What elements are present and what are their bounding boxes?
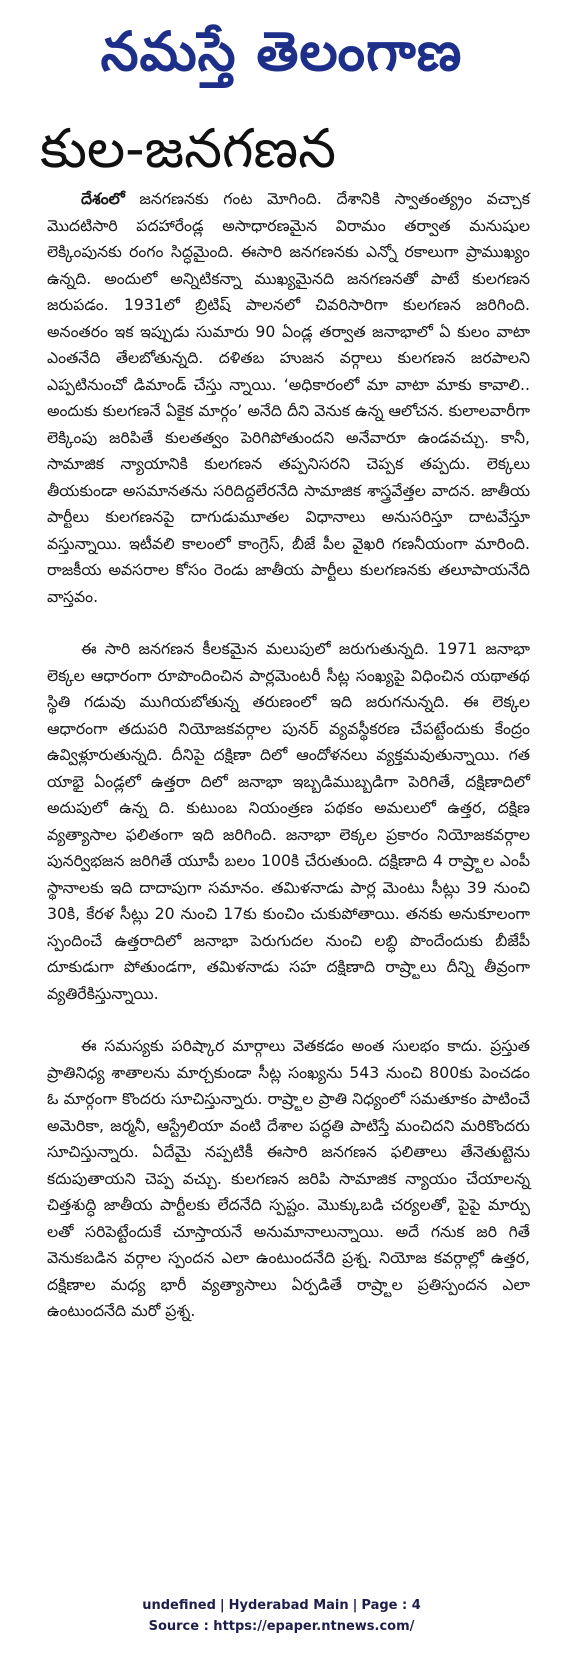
article-paragraph-2: ఈ సారి జనగణన కీలకమైన మలుపులో జరుగుతున్నది. 1971 జనాభా లెక్కల ఆధారంగా రూపొందించిన పార్లమెంటరీ సీట్ల సంఖ్యపై విధించిన యథాతథ స్థితి గడువు ముగియబోతున్న తరుణంలో ఇది జరుగనున్నది. ఈ లెక్కల ఆధారంగా తదుపరి నియోజకవర్గాల పునర్ వ్యవస్థీకరణ చేపట్టేందుకు కేంద్రం ఉవ్విళ్లూరుతున్నది. దీనిపై దక్షిణా దిలో ఆందోళనలు వ్యక్తమవుతున్నాయి. గత యాభై ఏండ్లలో ఉత్తరా దిలో జనాభా ఇబ్బడిముబ్బడిగా పెరిగితే, దక్షిణాదిలో అదుపులో ఉన్న ది. కుటుంబ నియంత్రణ పథకం అమలులో ఉత్తర, దక్షిణ వ్యత్యాసాల ఫలితంగా ఇది జరిగింది. జనాభా లెక్కల ప్రకారం నియోజకవర్గాల పునర్విభజన జరిగితే యూపీ బలం 100కి చేరుతుంది. దక్షిణాది 4 రాష్ర్టాల ఎంపీ స్థానాలకు ఇది దాదాపుగా సమానం. తమిళనాడు పార్ల మెంటు సీట్లు 39 నుంచి 30కి, కేరళ సీట్లు 20 నుంచి 17కు కుంచిం చుకుపోతాయి. తనకు అనుకూలంగా స్పందించే ఉత్తరాదిలో జనాభా పెరుగుదల నుంచి లబ్ధి పొందేందుకు బీజేపీ దూకుడుగా పోతుండగా, తమిళనాడు సహ దక్షిణాది రాష్ర్టాలు దీన్ని తీవ్రంగా వ్యతిరేకిస్తున్నాయి.: [47, 639, 530, 1003]
article-lead-word: దేశంలో: [81, 189, 125, 208]
source-link[interactable]: Source : https://epaper.ntnews.com/: [148, 1619, 415, 1634]
newspaper-masthead-logo: నమస్తే తెలంగాణ: [100, 20, 463, 83]
article-body: [47, 186, 530, 1325]
edition-line: undefined | Hyderabad Main | Page : 4: [142, 1598, 421, 1613]
edition-id: undefined: [142, 1598, 216, 1613]
page-footer: [0, 1595, 563, 1637]
article-headline: కుల-జనగణన: [40, 117, 337, 180]
page-number: Page : 4: [361, 1598, 421, 1613]
edition-name: Hyderabad Main: [228, 1598, 349, 1613]
article-paragraph-1-text: జనగణనకు గంట మోగింది. దేశానికి స్వాతంత్య్రం వచ్చాక మొదటిసారి పదహారేండ్ల అసాధారణమైన విరామం తర్వాత మనుషుల లెక్కింపునకు రంగం సిద్ధమైంది. ఈసారి జనగణనకు ఎన్నో రకాలుగా ప్రాముఖ్యం ఉన్నది. అందులో అన్నిటికన్నా ముఖ్యమైనది జనగణనతో పాటే కులగణన జరుపడం. 1931లో బ్రిటిష్ పాలనలో చివరిసారిగా కులగణన జరిగింది. అనంతరం ఇక ఇప్పుడు సుమారు 90 ఏండ్ల తర్వాత జనాభాలో ఏ కులం వాటా ఎంతనేది తేలబోతున్నది. దళితబ హుజన వర్గాలు కులగణన జరపాలని ఎప్పటినుంచో డిమాండ్ చేస్తు న్నాయి. ‘అధికారంలో మా వాటా మాకు కావాలి.. అందుకు కులగణనే ఏకైక మార్గం’ అనేది దీని వెనుక ఉన్న ఆలోచన. కులాలవారీగా లెక్కింపు జరిపితే కులతత్వం పెరిగిపోతుందని అనేవారూ ఉండవచ్చు. కానీ, సామాజిక న్యాయానికి కులగణన తప్పనిసరని చెప్పక తప్పదు. లెక్కలు తీయకుండా అసమానతను సరిదిద్దలేరనేది సామాజిక శాస్త్రవేత్తల వాదన. జాతీయ పార్టీలు కులగణనపై దాగుడుమూతల విధానాలు అనుసరిస్తూ దాటవేస్తూ వస్తున్నాయి. ఇటీవలి కాలంలో కాంగ్రెస్, బీజే పీల వైఖరి గణనీయంగా మారింది. రాజకీయ అవసరాల కోసం రెండు జాతీయ పార్టీలు కులగణనకు తలూపాయనేది వాస్తవం.: [47, 189, 530, 606]
article-paragraph-1: [47, 186, 530, 610]
article-paragraph-3: ఈ సమస్యకు పరిష్కార మార్గాలు వెతకడం అంత సులభం కాదు. ప్రస్తుత ప్రాతినిధ్య శాతాలను మార్చకుండా సీట్ల సంఖ్యను 543 నుంచి 800కు పెంచడం ఓ మార్గంగా కొందరు సూచిస్తున్నారు. రాష్ర్టాల ప్రాతి నిధ్యంలో సమతూకం పాటించే అమెరికా, జర్మనీ, ఆస్ట్రేలియా వంటి దేశాల పద్ధతి పాటిస్తే మంచిదని మరికొందరు సూచిస్తున్నారు. ఏదేమై నప్పటికీ ఈసారి జనగణన ఫలితాలు తేనెతుట్టెను కదుపుతాయని చెప్ప వచ్చు. కులగణన జరిపి సామాజిక న్యాయం చేయాలన్న చిత్తశుద్ధి జాతీయ పార్టీలకు లేదనేది స్పష్టం. మొక్కుబడి చర్యలతో, పైపై మార్పు లతో సరిపెట్టేందుకే చూస్తాయనే అనుమానాలున్నాయి. అదే గనుక జరి గితే వెనుకబడిన వర్గాల స్పందన ఎలా ఉంటుందనేది ప్రశ్న. నియోజ కవర్గాల్లో ఉత్తర, దక్షిణాల మధ్య భారీ వ్యత్యాసాలు ఏర్పడితే రాష్ర్టాల ప్రతిస్పందన ఎలా ఉంటుందనేది మరో ప్రశ్న.: [47, 1036, 530, 1320]
